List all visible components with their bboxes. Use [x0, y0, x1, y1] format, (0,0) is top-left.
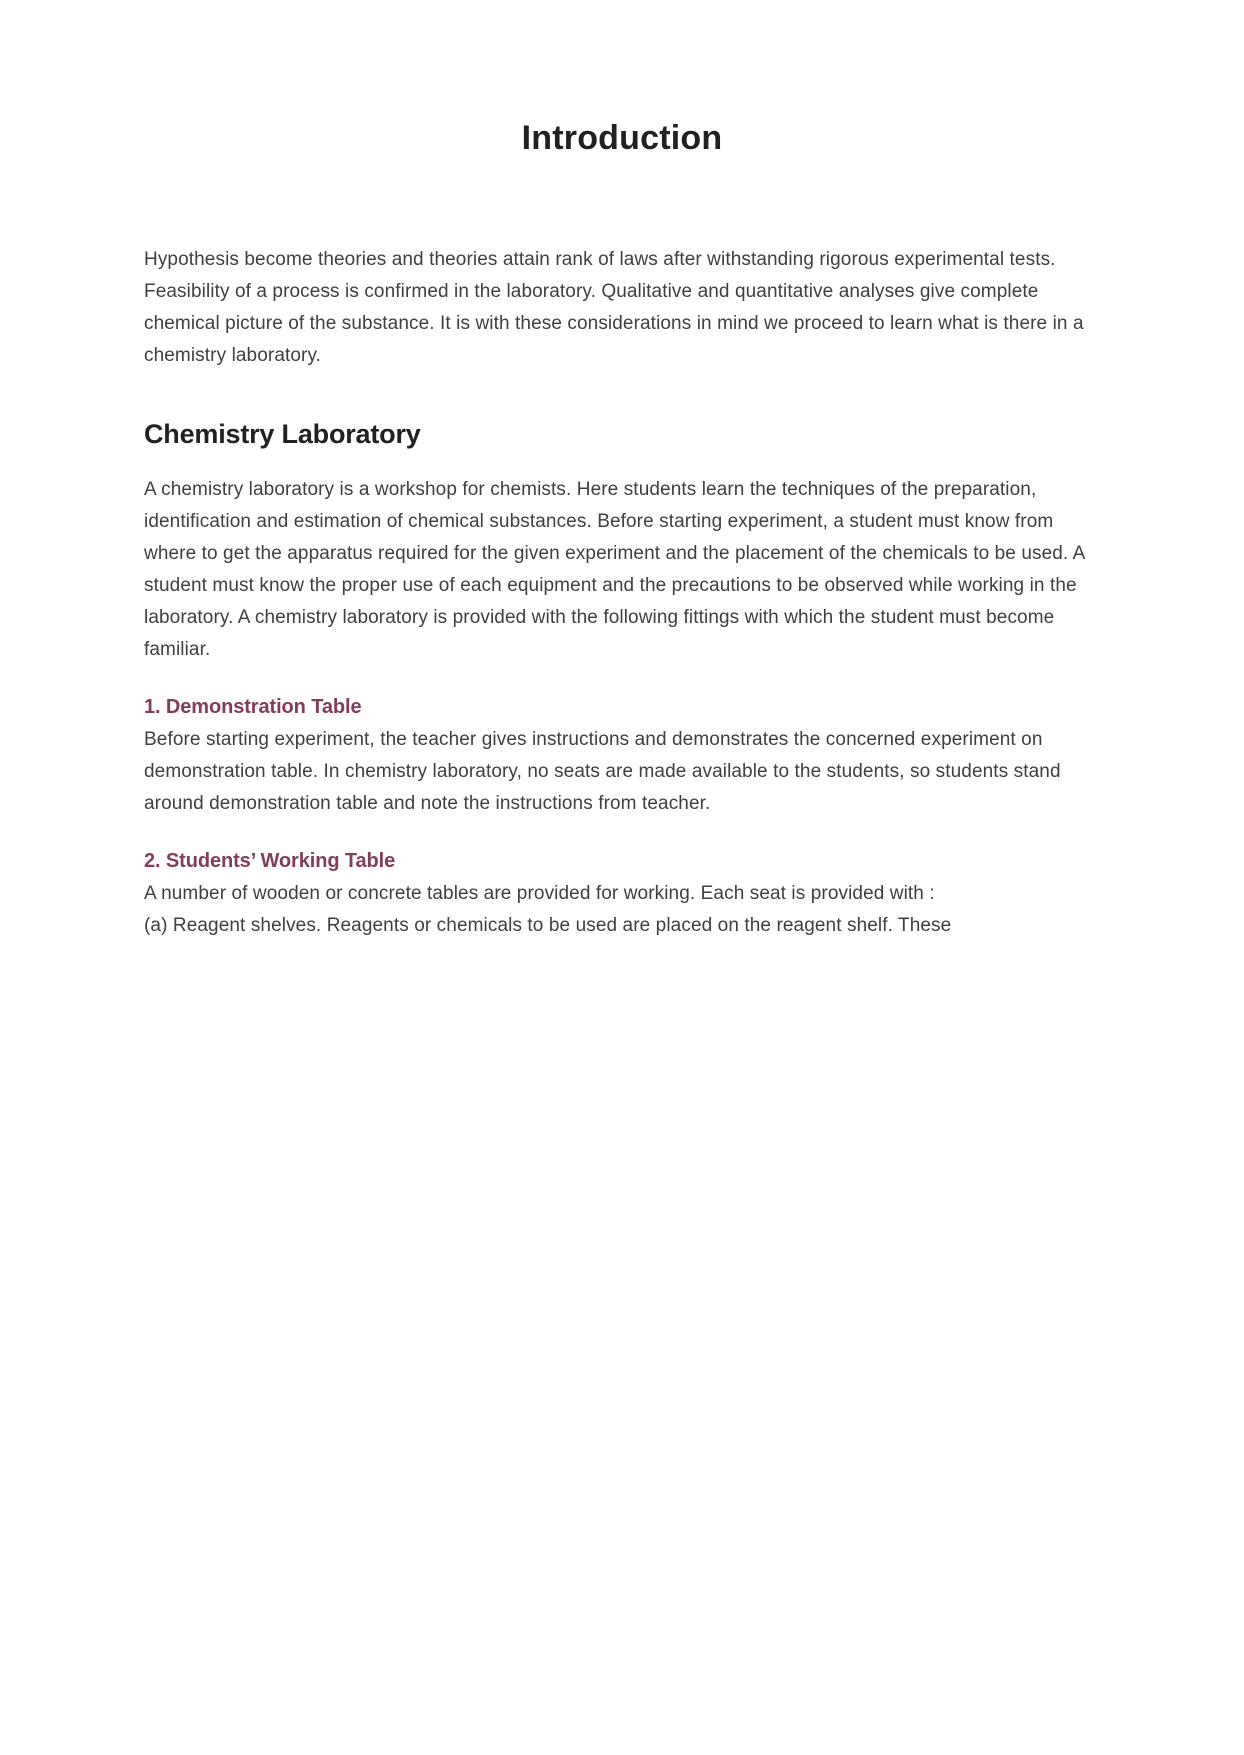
intro-paragraph: Hypothesis become theories and theories attain rank of laws after withstanding rigorous experimental tests. Feasibility of a process is confirmed in the laboratory. Qualitative and quantitative analyses give complete chemical picture of the substance. It is with these considerations in mind we proceed to learn what is there in a chemistry laboratory.: [144, 249, 1084, 366]
page-title: Introduction: [521, 119, 723, 157]
subsection-heading-students-working-table: 2. Students’ Working Table: [144, 850, 396, 872]
working-table-line-2: (a) Reagent shelves. Reagents or chemicals to be used are placed on the reagent shelf. These: [144, 915, 952, 936]
subsection-heading-demonstration-table: 1. Demonstration Table: [144, 696, 362, 718]
section-heading-chemistry-laboratory: Chemistry Laboratory: [144, 419, 421, 449]
subsection-paragraph-demonstration-table: Before starting experiment, the teacher gives instructions and demonstrates the concerned experiment on demonstration table. In chemistry laboratory, no seats are made available to the students, so students stand around demonstration table and note the instructions from teacher.: [144, 729, 1061, 814]
working-table-line-1: A number of wooden or concrete tables are provided for working. Each seat is provided with :: [144, 883, 935, 904]
section-paragraph: A chemistry laboratory is a workshop for chemists. Here students learn the techniques of the preparation, identification and estimation of chemical substances. Before starting experiment, a student must know from where to get the apparatus required for the given experiment and the placement of the chemicals to be used. A student must know the proper use of each equipment and the precautions to be observed while working in the laboratory. A chemistry laboratory is provided with the following fittings with which the student must become familiar.: [144, 479, 1085, 660]
subsection-paragraph-students-working-table: [144, 878, 1100, 942]
